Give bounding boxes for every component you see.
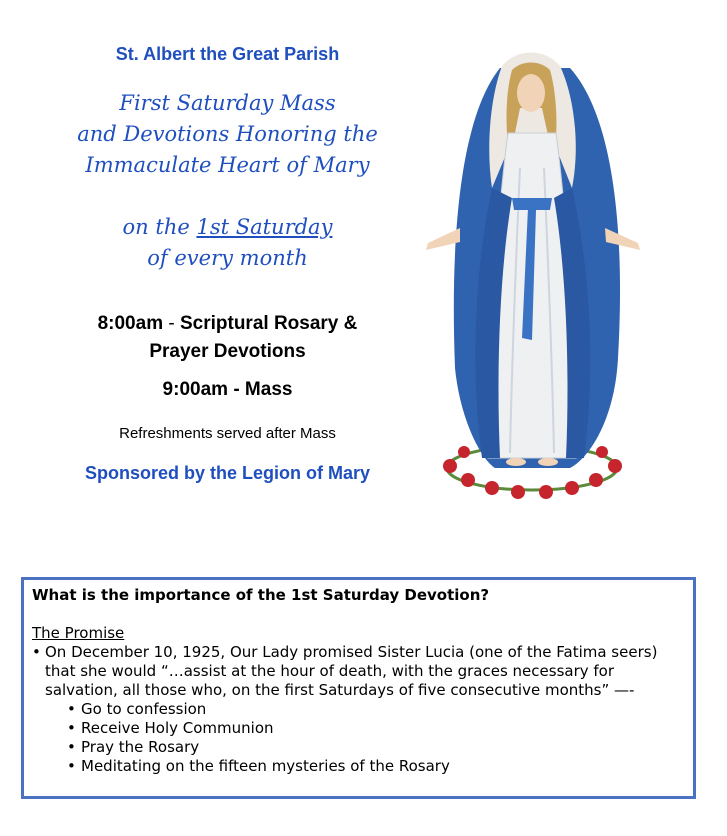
schedule-frequency <box>0 212 455 274</box>
list-item: • Pray the Rosary <box>67 738 685 757</box>
when-underlined: 1st Saturday <box>196 215 333 239</box>
promise-text: On December 10, 1925, Our Lady promised Sister Lucia (one of the Fatima seers) that she would “…assist at the hour of death, with the graces necessary for salvation, all those who, on the first Saturdays of five consecutive months” —- <box>45 643 658 699</box>
title-line-2: and Devotions Honoring the <box>77 122 378 146</box>
rosary-time: 8:00am <box>97 313 164 334</box>
parish-name: St. Albert the Great Parish <box>115 44 340 64</box>
rosary-dash: - <box>163 313 180 334</box>
title-line-3: Immaculate Heart of Mary <box>85 153 370 177</box>
list-item: • Meditating on the fifteen mysteries of the Rosary <box>67 757 685 776</box>
mary-statue-icon <box>420 38 645 508</box>
rosary-label-2: Prayer Devotions <box>149 341 306 362</box>
rosary-label-1: Scriptural Rosary & <box>179 313 358 334</box>
list-item: • Go to confession <box>67 700 685 719</box>
bullet-icon: • <box>32 643 41 661</box>
sponsor-line: Sponsored by the Legion of Mary <box>84 463 371 483</box>
devotion-info-box <box>21 577 696 799</box>
promise-heading: The Promise <box>32 624 125 642</box>
promise-paragraph <box>32 643 685 700</box>
rosary-schedule <box>0 310 455 366</box>
refreshments-note: Refreshments served after Mass <box>119 425 336 442</box>
title-line-1: First Saturday Mass <box>119 91 336 115</box>
when-prefix: on the <box>122 215 197 239</box>
list-item: • Receive Holy Communion <box>67 719 685 738</box>
requirements-list <box>32 700 685 776</box>
mass-schedule: 9:00am - Mass <box>162 379 293 400</box>
info-question: What is the importance of the 1st Saturday Devotion? <box>32 586 490 604</box>
event-title <box>0 88 455 181</box>
when-line-2: of every month <box>147 246 308 270</box>
